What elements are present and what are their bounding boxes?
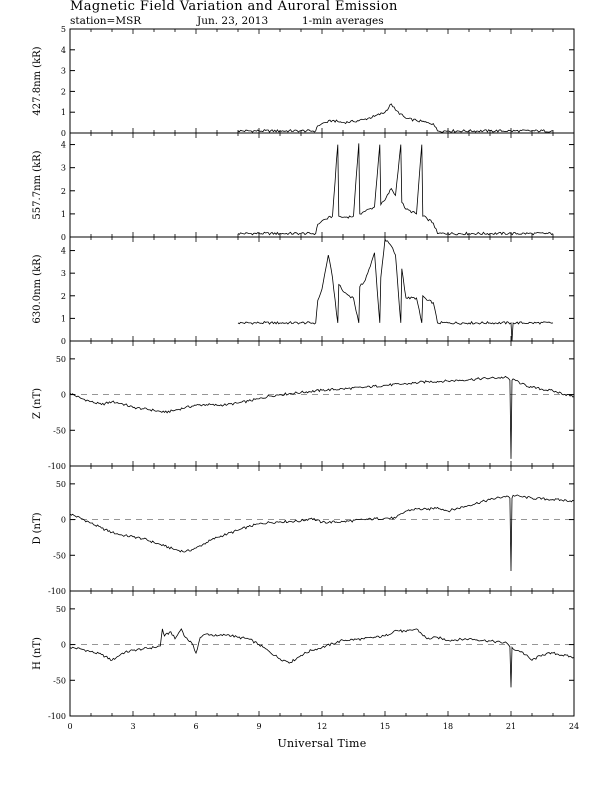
y-axis-label: 557.7nm (kR) xyxy=(32,150,43,220)
y-axis-label: 630.0nm (kR) xyxy=(32,254,43,324)
date-label: Jun. 23, 2013 xyxy=(197,15,269,27)
y-tick-label: 1 xyxy=(60,108,66,118)
y-tick-label: 0 xyxy=(60,640,66,650)
x-tick-label: 18 xyxy=(442,722,454,731)
y-tick-label: -100 xyxy=(48,587,66,596)
y-tick-label: -50 xyxy=(53,551,66,561)
x-tick-label: 0 xyxy=(67,722,73,731)
y-tick-label: -100 xyxy=(48,462,66,471)
x-tick-label: 21 xyxy=(505,722,517,731)
y-tick-label: 3 xyxy=(60,269,66,279)
series-line-557-7nm xyxy=(238,143,553,234)
y-axis-label: H (nT) xyxy=(32,637,43,670)
panel-frame xyxy=(70,29,574,133)
x-tick-label: 15 xyxy=(379,722,391,731)
series-line-427-8nm xyxy=(238,104,553,132)
x-tick-label: 6 xyxy=(193,722,199,731)
y-tick-label: 2 xyxy=(60,291,66,301)
y-tick-label: 5 xyxy=(60,25,66,34)
y-tick-label: 0 xyxy=(60,337,66,346)
y-tick-label: 1 xyxy=(60,209,66,219)
series-line-630-0nm xyxy=(238,239,553,341)
panel-frame xyxy=(70,466,574,591)
y-axis-label: 427.8nm (kR) xyxy=(32,46,43,116)
panel-stack xyxy=(32,25,579,750)
y-tick-label: 0 xyxy=(60,390,66,400)
station-label: station=MSR xyxy=(70,15,142,27)
panel-frame xyxy=(70,341,574,466)
panel-427-8nm xyxy=(32,25,574,138)
series-line-h xyxy=(70,629,574,688)
x-tick-label: 12 xyxy=(316,722,328,731)
y-tick-label: 0 xyxy=(60,129,66,138)
series-line-z xyxy=(70,376,574,459)
x-tick-label: 9 xyxy=(256,722,262,731)
y-tick-label: 3 xyxy=(60,66,66,76)
x-axis-label: Universal Time xyxy=(277,737,367,750)
panel-d xyxy=(32,466,574,596)
y-tick-label: -50 xyxy=(53,426,66,436)
y-tick-label: 0 xyxy=(60,233,66,242)
y-axis-label: Z (nT) xyxy=(32,387,43,420)
y-tick-label: 4 xyxy=(60,140,66,150)
series-line-d xyxy=(70,495,574,571)
y-tick-label: 4 xyxy=(60,45,66,55)
y-tick-label: 50 xyxy=(55,354,66,364)
averaging-label: 1-min averages xyxy=(302,15,384,27)
y-tick-label: 0 xyxy=(60,515,66,525)
figure-title: Magnetic Field Variation and Auroral Emission xyxy=(70,0,398,14)
y-tick-label: -100 xyxy=(48,712,66,721)
x-tick-label: 3 xyxy=(130,722,136,731)
y-tick-label: 3 xyxy=(60,163,66,173)
y-tick-label: 50 xyxy=(55,604,66,614)
panel-z xyxy=(32,341,574,471)
panel-h xyxy=(32,591,579,750)
x-tick-label: 24 xyxy=(568,722,580,731)
panel-630-0nm xyxy=(32,237,574,346)
panel-frame xyxy=(70,591,574,716)
y-tick-label: -50 xyxy=(53,676,66,686)
y-tick-label: 2 xyxy=(60,87,66,97)
y-axis-label: D (nT) xyxy=(32,512,43,545)
y-tick-label: 1 xyxy=(60,314,66,324)
y-tick-label: 50 xyxy=(55,479,66,489)
y-tick-label: 4 xyxy=(60,246,66,256)
panel-557-7nm xyxy=(32,133,574,242)
y-tick-label: 2 xyxy=(60,186,66,196)
